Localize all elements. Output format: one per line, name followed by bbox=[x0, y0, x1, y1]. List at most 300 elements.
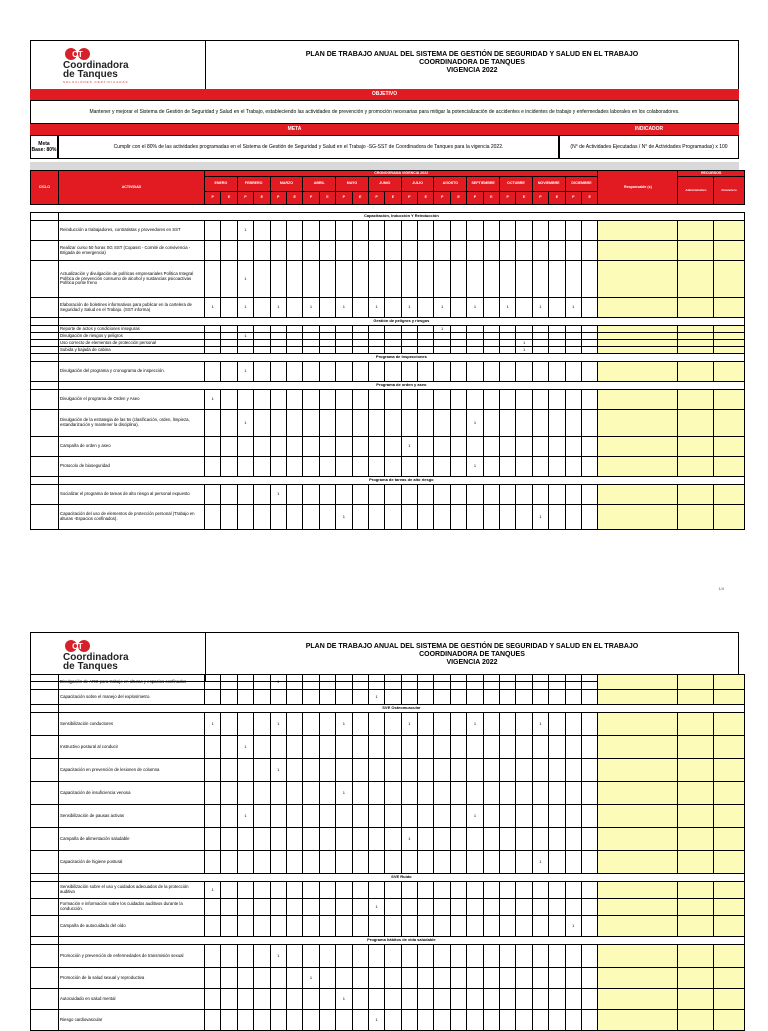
schedule-cell[interactable] bbox=[336, 333, 352, 340]
schedule-cell[interactable] bbox=[205, 945, 221, 968]
schedule-cell[interactable] bbox=[532, 362, 548, 382]
schedule-cell[interactable] bbox=[565, 736, 581, 759]
schedule-cell[interactable] bbox=[549, 805, 565, 828]
schedule-cell[interactable] bbox=[565, 713, 581, 736]
schedule-cell[interactable]: 1 bbox=[270, 298, 286, 318]
schedule-cell[interactable] bbox=[581, 362, 597, 382]
schedule-cell[interactable] bbox=[336, 390, 352, 410]
schedule-cell[interactable] bbox=[221, 713, 237, 736]
schedule-cell[interactable] bbox=[434, 410, 450, 437]
schedule-cell[interactable] bbox=[549, 851, 565, 874]
recurso-administrativo-cell[interactable] bbox=[678, 1010, 714, 1031]
responsable-cell[interactable] bbox=[598, 340, 678, 347]
schedule-cell[interactable] bbox=[434, 713, 450, 736]
schedule-cell[interactable] bbox=[434, 437, 450, 457]
schedule-cell[interactable] bbox=[434, 828, 450, 851]
schedule-cell[interactable] bbox=[368, 437, 384, 457]
schedule-cell[interactable] bbox=[483, 945, 499, 968]
schedule-cell[interactable] bbox=[581, 736, 597, 759]
schedule-cell[interactable] bbox=[352, 457, 368, 477]
schedule-cell[interactable] bbox=[450, 347, 466, 354]
recurso-administrativo-cell[interactable] bbox=[678, 333, 714, 340]
recurso-financiero-cell[interactable] bbox=[714, 690, 744, 705]
schedule-cell[interactable] bbox=[532, 261, 548, 298]
schedule-cell[interactable] bbox=[221, 782, 237, 805]
schedule-cell[interactable] bbox=[385, 759, 401, 782]
responsable-cell[interactable] bbox=[598, 298, 678, 318]
schedule-cell[interactable] bbox=[270, 261, 286, 298]
schedule-cell[interactable] bbox=[434, 759, 450, 782]
schedule-cell[interactable] bbox=[319, 759, 335, 782]
schedule-cell[interactable]: 1 bbox=[270, 675, 286, 690]
schedule-cell[interactable] bbox=[418, 916, 434, 937]
schedule-cell[interactable] bbox=[483, 347, 499, 354]
schedule-cell[interactable] bbox=[450, 851, 466, 874]
schedule-cell[interactable] bbox=[549, 675, 565, 690]
schedule-cell[interactable] bbox=[549, 945, 565, 968]
schedule-cell[interactable] bbox=[221, 241, 237, 261]
recurso-administrativo-cell[interactable] bbox=[678, 675, 714, 690]
schedule-cell[interactable] bbox=[237, 882, 253, 899]
schedule-cell[interactable] bbox=[385, 899, 401, 916]
schedule-cell[interactable] bbox=[205, 828, 221, 851]
schedule-cell[interactable] bbox=[532, 882, 548, 899]
schedule-cell[interactable] bbox=[352, 713, 368, 736]
schedule-cell[interactable] bbox=[254, 690, 270, 705]
schedule-cell[interactable] bbox=[467, 675, 483, 690]
recurso-administrativo-cell[interactable] bbox=[678, 347, 714, 354]
schedule-cell[interactable] bbox=[483, 989, 499, 1010]
schedule-cell[interactable] bbox=[319, 347, 335, 354]
schedule-cell[interactable] bbox=[270, 437, 286, 457]
schedule-cell[interactable] bbox=[270, 899, 286, 916]
schedule-cell[interactable] bbox=[418, 241, 434, 261]
schedule-cell[interactable] bbox=[270, 828, 286, 851]
schedule-cell[interactable] bbox=[483, 713, 499, 736]
schedule-cell[interactable] bbox=[237, 899, 253, 916]
schedule-cell[interactable] bbox=[516, 736, 532, 759]
recurso-financiero-cell[interactable] bbox=[714, 362, 744, 382]
schedule-cell[interactable] bbox=[450, 485, 466, 505]
schedule-cell[interactable] bbox=[286, 851, 302, 874]
recurso-financiero-cell[interactable] bbox=[714, 347, 744, 354]
schedule-cell[interactable] bbox=[565, 261, 581, 298]
schedule-cell[interactable] bbox=[254, 340, 270, 347]
recurso-administrativo-cell[interactable] bbox=[678, 437, 714, 457]
schedule-cell[interactable] bbox=[336, 736, 352, 759]
schedule-cell[interactable] bbox=[565, 828, 581, 851]
schedule-cell[interactable] bbox=[385, 916, 401, 937]
schedule-cell[interactable] bbox=[385, 298, 401, 318]
schedule-cell[interactable] bbox=[516, 805, 532, 828]
schedule-cell[interactable] bbox=[270, 1010, 286, 1031]
recurso-financiero-cell[interactable] bbox=[714, 916, 744, 937]
schedule-cell[interactable] bbox=[270, 347, 286, 354]
schedule-cell[interactable] bbox=[385, 362, 401, 382]
schedule-cell[interactable] bbox=[336, 851, 352, 874]
schedule-cell[interactable] bbox=[221, 261, 237, 298]
recurso-administrativo-cell[interactable] bbox=[678, 782, 714, 805]
schedule-cell[interactable] bbox=[450, 899, 466, 916]
schedule-cell[interactable] bbox=[368, 675, 384, 690]
schedule-cell[interactable] bbox=[581, 485, 597, 505]
schedule-cell[interactable] bbox=[549, 759, 565, 782]
schedule-cell[interactable] bbox=[467, 326, 483, 333]
schedule-cell[interactable] bbox=[418, 736, 434, 759]
schedule-cell[interactable] bbox=[303, 690, 319, 705]
schedule-cell[interactable] bbox=[352, 736, 368, 759]
schedule-cell[interactable] bbox=[303, 485, 319, 505]
schedule-cell[interactable]: 1 bbox=[237, 362, 253, 382]
schedule-cell[interactable] bbox=[434, 899, 450, 916]
schedule-cell[interactable] bbox=[205, 410, 221, 437]
schedule-cell[interactable] bbox=[450, 945, 466, 968]
schedule-cell[interactable] bbox=[385, 945, 401, 968]
schedule-cell[interactable] bbox=[483, 241, 499, 261]
schedule-cell[interactable]: 1 bbox=[565, 298, 581, 318]
schedule-cell[interactable] bbox=[401, 968, 417, 989]
schedule-cell[interactable] bbox=[205, 340, 221, 347]
schedule-cell[interactable] bbox=[483, 851, 499, 874]
schedule-cell[interactable] bbox=[385, 485, 401, 505]
schedule-cell[interactable] bbox=[221, 968, 237, 989]
schedule-cell[interactable] bbox=[270, 851, 286, 874]
schedule-cell[interactable] bbox=[303, 261, 319, 298]
schedule-cell[interactable] bbox=[385, 675, 401, 690]
schedule-cell[interactable] bbox=[237, 690, 253, 705]
schedule-cell[interactable]: 1 bbox=[205, 713, 221, 736]
schedule-cell[interactable] bbox=[319, 899, 335, 916]
schedule-cell[interactable] bbox=[549, 828, 565, 851]
schedule-cell[interactable] bbox=[483, 899, 499, 916]
schedule-cell[interactable] bbox=[434, 675, 450, 690]
schedule-cell[interactable] bbox=[532, 457, 548, 477]
schedule-cell[interactable] bbox=[336, 1010, 352, 1031]
schedule-cell[interactable] bbox=[549, 989, 565, 1010]
recurso-financiero-cell[interactable] bbox=[714, 457, 744, 477]
schedule-cell[interactable] bbox=[516, 485, 532, 505]
schedule-cell[interactable] bbox=[565, 882, 581, 899]
schedule-cell[interactable] bbox=[565, 390, 581, 410]
responsable-cell[interactable] bbox=[598, 362, 678, 382]
schedule-cell[interactable] bbox=[368, 828, 384, 851]
schedule-cell[interactable] bbox=[516, 989, 532, 1010]
schedule-cell[interactable] bbox=[336, 410, 352, 437]
schedule-cell[interactable] bbox=[450, 362, 466, 382]
schedule-cell[interactable] bbox=[286, 241, 302, 261]
schedule-cell[interactable] bbox=[516, 968, 532, 989]
schedule-cell[interactable] bbox=[549, 362, 565, 382]
schedule-cell[interactable] bbox=[336, 805, 352, 828]
schedule-cell[interactable] bbox=[270, 390, 286, 410]
schedule-cell[interactable] bbox=[368, 340, 384, 347]
schedule-cell[interactable] bbox=[483, 1010, 499, 1031]
schedule-cell[interactable] bbox=[549, 390, 565, 410]
schedule-cell[interactable] bbox=[237, 968, 253, 989]
recurso-financiero-cell[interactable] bbox=[714, 759, 744, 782]
schedule-cell[interactable] bbox=[516, 505, 532, 530]
schedule-cell[interactable] bbox=[319, 362, 335, 382]
schedule-cell[interactable] bbox=[500, 713, 516, 736]
recurso-administrativo-cell[interactable] bbox=[678, 851, 714, 874]
recurso-financiero-cell[interactable] bbox=[714, 333, 744, 340]
schedule-cell[interactable] bbox=[221, 690, 237, 705]
schedule-cell[interactable] bbox=[401, 485, 417, 505]
schedule-cell[interactable] bbox=[401, 326, 417, 333]
schedule-cell[interactable] bbox=[319, 390, 335, 410]
responsable-cell[interactable] bbox=[598, 1010, 678, 1031]
schedule-cell[interactable] bbox=[516, 261, 532, 298]
schedule-cell[interactable] bbox=[254, 916, 270, 937]
schedule-cell[interactable] bbox=[237, 326, 253, 333]
recurso-financiero-cell[interactable] bbox=[714, 390, 744, 410]
schedule-cell[interactable] bbox=[418, 437, 434, 457]
schedule-cell[interactable] bbox=[434, 457, 450, 477]
schedule-cell[interactable] bbox=[532, 989, 548, 1010]
schedule-cell[interactable] bbox=[286, 899, 302, 916]
schedule-cell[interactable] bbox=[336, 261, 352, 298]
schedule-cell[interactable] bbox=[500, 805, 516, 828]
schedule-cell[interactable] bbox=[450, 1010, 466, 1031]
responsable-cell[interactable] bbox=[598, 713, 678, 736]
schedule-cell[interactable] bbox=[368, 241, 384, 261]
schedule-cell[interactable] bbox=[532, 968, 548, 989]
schedule-cell[interactable] bbox=[352, 805, 368, 828]
schedule-cell[interactable] bbox=[450, 333, 466, 340]
schedule-cell[interactable] bbox=[401, 690, 417, 705]
schedule-cell[interactable] bbox=[319, 882, 335, 899]
schedule-cell[interactable] bbox=[401, 333, 417, 340]
schedule-cell[interactable] bbox=[532, 347, 548, 354]
schedule-cell[interactable] bbox=[565, 899, 581, 916]
schedule-cell[interactable] bbox=[500, 347, 516, 354]
schedule-cell[interactable] bbox=[254, 1010, 270, 1031]
schedule-cell[interactable] bbox=[254, 713, 270, 736]
schedule-cell[interactable] bbox=[286, 805, 302, 828]
schedule-cell[interactable] bbox=[368, 457, 384, 477]
schedule-cell[interactable] bbox=[549, 690, 565, 705]
recurso-administrativo-cell[interactable] bbox=[678, 261, 714, 298]
schedule-cell[interactable] bbox=[516, 1010, 532, 1031]
schedule-cell[interactable] bbox=[254, 989, 270, 1010]
schedule-cell[interactable] bbox=[286, 298, 302, 318]
schedule-cell[interactable] bbox=[450, 782, 466, 805]
schedule-cell[interactable] bbox=[549, 326, 565, 333]
schedule-cell[interactable] bbox=[352, 828, 368, 851]
schedule-cell[interactable] bbox=[336, 457, 352, 477]
schedule-cell[interactable] bbox=[549, 437, 565, 457]
schedule-cell[interactable] bbox=[565, 485, 581, 505]
schedule-cell[interactable] bbox=[237, 916, 253, 937]
schedule-cell[interactable] bbox=[450, 340, 466, 347]
recurso-financiero-cell[interactable] bbox=[714, 713, 744, 736]
schedule-cell[interactable] bbox=[221, 437, 237, 457]
schedule-cell[interactable] bbox=[581, 828, 597, 851]
schedule-cell[interactable] bbox=[319, 945, 335, 968]
schedule-cell[interactable] bbox=[286, 347, 302, 354]
schedule-cell[interactable] bbox=[467, 899, 483, 916]
schedule-cell[interactable] bbox=[401, 882, 417, 899]
schedule-cell[interactable] bbox=[368, 713, 384, 736]
schedule-cell[interactable] bbox=[483, 828, 499, 851]
schedule-cell[interactable] bbox=[254, 457, 270, 477]
schedule-cell[interactable] bbox=[237, 437, 253, 457]
schedule-cell[interactable] bbox=[221, 989, 237, 1010]
schedule-cell[interactable] bbox=[368, 505, 384, 530]
schedule-cell[interactable] bbox=[368, 347, 384, 354]
schedule-cell[interactable] bbox=[303, 675, 319, 690]
schedule-cell[interactable] bbox=[368, 782, 384, 805]
schedule-cell[interactable] bbox=[319, 333, 335, 340]
schedule-cell[interactable] bbox=[237, 759, 253, 782]
schedule-cell[interactable] bbox=[205, 899, 221, 916]
schedule-cell[interactable] bbox=[368, 221, 384, 241]
schedule-cell[interactable] bbox=[319, 505, 335, 530]
schedule-cell[interactable]: 1 bbox=[368, 899, 384, 916]
schedule-cell[interactable] bbox=[434, 736, 450, 759]
schedule-cell[interactable] bbox=[401, 851, 417, 874]
recurso-administrativo-cell[interactable] bbox=[678, 485, 714, 505]
schedule-cell[interactable] bbox=[205, 736, 221, 759]
recurso-administrativo-cell[interactable] bbox=[678, 805, 714, 828]
schedule-cell[interactable] bbox=[401, 945, 417, 968]
schedule-cell[interactable] bbox=[565, 759, 581, 782]
recurso-financiero-cell[interactable] bbox=[714, 326, 744, 333]
recurso-administrativo-cell[interactable] bbox=[678, 759, 714, 782]
schedule-cell[interactable] bbox=[418, 899, 434, 916]
schedule-cell[interactable]: 1 bbox=[467, 298, 483, 318]
schedule-cell[interactable] bbox=[319, 675, 335, 690]
schedule-cell[interactable] bbox=[286, 968, 302, 989]
schedule-cell[interactable] bbox=[401, 340, 417, 347]
schedule-cell[interactable] bbox=[319, 241, 335, 261]
schedule-cell[interactable] bbox=[467, 736, 483, 759]
schedule-cell[interactable] bbox=[418, 457, 434, 477]
schedule-cell[interactable] bbox=[368, 261, 384, 298]
schedule-cell[interactable] bbox=[549, 261, 565, 298]
schedule-cell[interactable] bbox=[581, 340, 597, 347]
schedule-cell[interactable]: 1 bbox=[532, 851, 548, 874]
schedule-cell[interactable] bbox=[434, 261, 450, 298]
schedule-cell[interactable] bbox=[434, 851, 450, 874]
schedule-cell[interactable] bbox=[286, 485, 302, 505]
responsable-cell[interactable] bbox=[598, 690, 678, 705]
schedule-cell[interactable] bbox=[303, 1010, 319, 1031]
responsable-cell[interactable] bbox=[598, 410, 678, 437]
schedule-cell[interactable] bbox=[368, 882, 384, 899]
schedule-cell[interactable] bbox=[467, 828, 483, 851]
schedule-cell[interactable] bbox=[286, 916, 302, 937]
schedule-cell[interactable]: 1 bbox=[205, 390, 221, 410]
schedule-cell[interactable] bbox=[303, 505, 319, 530]
schedule-cell[interactable]: 1 bbox=[516, 347, 532, 354]
schedule-cell[interactable] bbox=[532, 241, 548, 261]
schedule-cell[interactable] bbox=[254, 241, 270, 261]
schedule-cell[interactable] bbox=[368, 851, 384, 874]
schedule-cell[interactable] bbox=[205, 241, 221, 261]
schedule-cell[interactable] bbox=[418, 690, 434, 705]
schedule-cell[interactable] bbox=[532, 759, 548, 782]
recurso-administrativo-cell[interactable] bbox=[678, 989, 714, 1010]
schedule-cell[interactable] bbox=[254, 410, 270, 437]
schedule-cell[interactable] bbox=[565, 690, 581, 705]
responsable-cell[interactable] bbox=[598, 675, 678, 690]
schedule-cell[interactable] bbox=[319, 340, 335, 347]
schedule-cell[interactable] bbox=[483, 340, 499, 347]
recurso-financiero-cell[interactable] bbox=[714, 945, 744, 968]
schedule-cell[interactable] bbox=[516, 326, 532, 333]
responsable-cell[interactable] bbox=[598, 882, 678, 899]
schedule-cell[interactable] bbox=[418, 390, 434, 410]
schedule-cell[interactable] bbox=[237, 485, 253, 505]
schedule-cell[interactable] bbox=[483, 882, 499, 899]
schedule-cell[interactable] bbox=[221, 457, 237, 477]
schedule-cell[interactable]: 1 bbox=[467, 713, 483, 736]
schedule-cell[interactable] bbox=[205, 261, 221, 298]
schedule-cell[interactable] bbox=[401, 362, 417, 382]
schedule-cell[interactable]: 1 bbox=[270, 759, 286, 782]
schedule-cell[interactable] bbox=[319, 736, 335, 759]
schedule-cell[interactable] bbox=[401, 782, 417, 805]
schedule-cell[interactable]: 1 bbox=[467, 410, 483, 437]
schedule-cell[interactable] bbox=[450, 736, 466, 759]
schedule-cell[interactable] bbox=[500, 457, 516, 477]
schedule-cell[interactable] bbox=[286, 989, 302, 1010]
schedule-cell[interactable] bbox=[401, 989, 417, 1010]
schedule-cell[interactable] bbox=[286, 882, 302, 899]
schedule-cell[interactable] bbox=[221, 899, 237, 916]
schedule-cell[interactable] bbox=[581, 805, 597, 828]
recurso-administrativo-cell[interactable] bbox=[678, 899, 714, 916]
schedule-cell[interactable]: 1 bbox=[368, 1010, 384, 1031]
schedule-cell[interactable] bbox=[303, 759, 319, 782]
recurso-financiero-cell[interactable] bbox=[714, 485, 744, 505]
schedule-cell[interactable] bbox=[418, 945, 434, 968]
recurso-financiero-cell[interactable] bbox=[714, 340, 744, 347]
schedule-cell[interactable] bbox=[483, 916, 499, 937]
schedule-cell[interactable] bbox=[450, 241, 466, 261]
schedule-cell[interactable] bbox=[483, 333, 499, 340]
schedule-cell[interactable] bbox=[483, 485, 499, 505]
schedule-cell[interactable] bbox=[237, 675, 253, 690]
schedule-cell[interactable] bbox=[336, 882, 352, 899]
schedule-cell[interactable] bbox=[270, 333, 286, 340]
schedule-cell[interactable] bbox=[467, 916, 483, 937]
schedule-cell[interactable] bbox=[418, 1010, 434, 1031]
schedule-cell[interactable] bbox=[319, 713, 335, 736]
schedule-cell[interactable] bbox=[352, 410, 368, 437]
schedule-cell[interactable] bbox=[418, 326, 434, 333]
schedule-cell[interactable] bbox=[467, 221, 483, 241]
schedule-cell[interactable] bbox=[532, 485, 548, 505]
schedule-cell[interactable] bbox=[303, 828, 319, 851]
schedule-cell[interactable] bbox=[434, 340, 450, 347]
schedule-cell[interactable]: 1 bbox=[368, 298, 384, 318]
schedule-cell[interactable] bbox=[221, 916, 237, 937]
schedule-cell[interactable] bbox=[434, 347, 450, 354]
responsable-cell[interactable] bbox=[598, 759, 678, 782]
schedule-cell[interactable] bbox=[254, 675, 270, 690]
schedule-cell[interactable] bbox=[401, 759, 417, 782]
schedule-cell[interactable] bbox=[221, 505, 237, 530]
schedule-cell[interactable]: 1 bbox=[368, 690, 384, 705]
schedule-cell[interactable] bbox=[450, 690, 466, 705]
schedule-cell[interactable]: 1 bbox=[336, 782, 352, 805]
schedule-cell[interactable] bbox=[254, 333, 270, 340]
schedule-cell[interactable] bbox=[434, 1010, 450, 1031]
schedule-cell[interactable] bbox=[286, 261, 302, 298]
recurso-administrativo-cell[interactable] bbox=[678, 326, 714, 333]
